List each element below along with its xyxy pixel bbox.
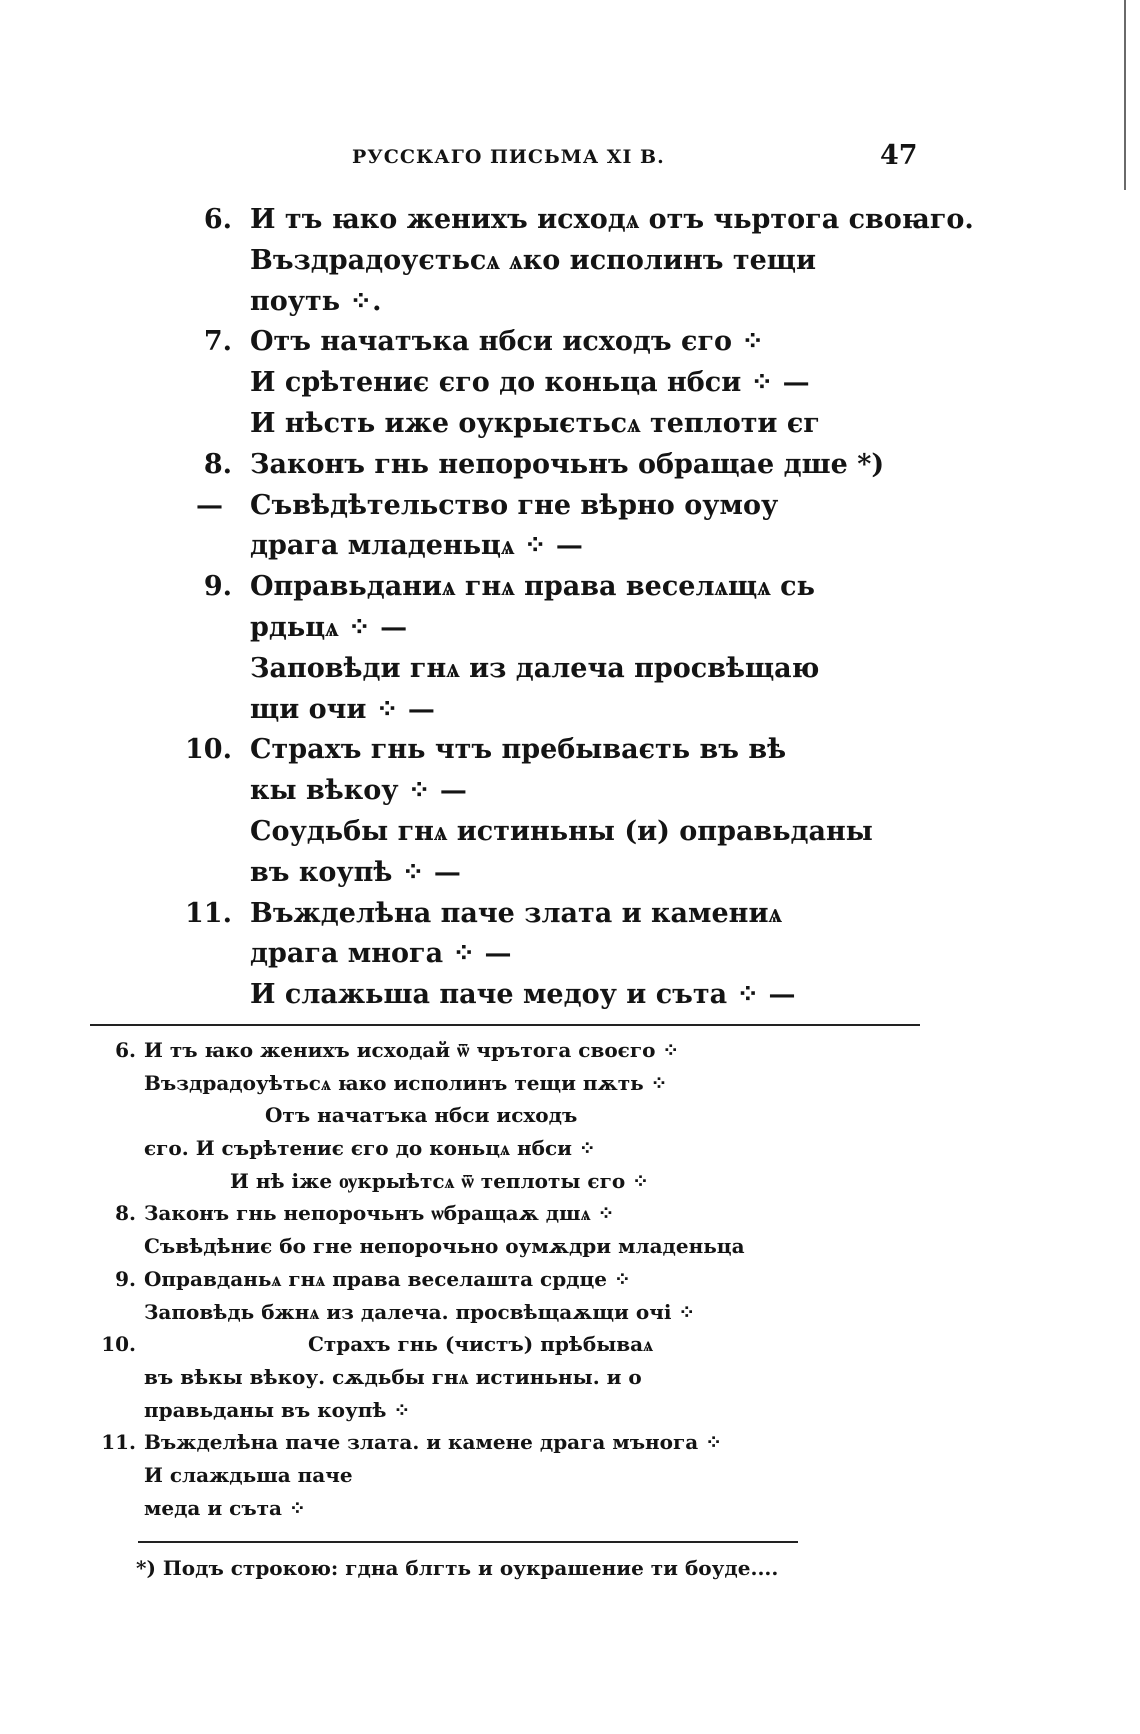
variant-line: [0, 1263, 1140, 1296]
verse-text: драга многа ⁘ —: [250, 938, 512, 970]
verse-text: рдьцѧ ⁘ —: [250, 611, 408, 643]
verse-text: кы вѣкоу ⁘ —: [250, 775, 467, 807]
variant-line: [0, 1197, 1140, 1230]
variant-text: Отъ начатъка нбси исходъ: [265, 1103, 578, 1128]
verse-line: [0, 322, 1140, 363]
verse-line: [0, 486, 1140, 527]
variant-text: Въжделѣна паче злата. и камене драга мънога ⁘: [144, 1430, 722, 1455]
verse-number: 6.: [203, 204, 232, 235]
verse-text: драга младеньцѧ ⁘ —: [250, 530, 583, 562]
variant-line: [0, 1067, 1140, 1100]
running-head: РУССКАГО ПИСЬМА XI В.: [352, 146, 665, 168]
variant-line: [0, 1459, 1140, 1492]
verse-line: [0, 282, 1140, 323]
verse-line: [0, 567, 1140, 608]
variant-line: [0, 1394, 1140, 1427]
variant-number: 9.: [115, 1266, 136, 1291]
verse-line: [0, 363, 1140, 404]
variant-text: меда и съта ⁘: [144, 1495, 306, 1520]
variant-line: [0, 1132, 1140, 1165]
verse-line: [0, 241, 1140, 282]
verse-number: 8.: [203, 448, 232, 480]
variant-text: правьданы въ коупѣ ⁘: [144, 1397, 411, 1422]
variant-text: въ вѣкы вѣкоу. сѫдьбы гнѧ истиньны. и о: [144, 1364, 642, 1389]
verse-text: Заповѣди гнѧ из далеча просвѣщаю: [250, 652, 820, 684]
variant-number: 6.: [115, 1038, 136, 1062]
verse-line: [0, 404, 1140, 445]
variant-line: [0, 1492, 1140, 1525]
variant-number: 8.: [115, 1201, 136, 1226]
verse-text: И срѣтениє єго до коньца нбси ⁘ —: [250, 367, 810, 399]
main-text-block: [0, 200, 1140, 1016]
variant-line: [0, 1296, 1140, 1329]
verse-line: [0, 730, 1140, 771]
verse-line: [0, 649, 1140, 690]
verse-text: щи очи ⁘ —: [250, 693, 435, 725]
verse-text: И тъ ꙗко женихъ исходѧ отъ чьртога своꙗго.: [250, 204, 974, 235]
section-divider: [90, 1024, 920, 1026]
verse-line: [0, 812, 1140, 853]
variant-line: [0, 1230, 1140, 1263]
variant-line: [0, 1099, 1140, 1132]
verse-line: [0, 608, 1140, 649]
footnote-divider: [138, 1541, 798, 1543]
verse-text: Отъ начатъка нбси исходъ єго ⁘: [250, 326, 765, 358]
variant-line: [0, 1361, 1140, 1394]
verse-text: Съвѣдѣтельство гне вѣрно оумоу: [250, 489, 779, 521]
variant-text: Законъ гнь непорочьнъ ѡбращаѫ дшѧ ⁘: [144, 1201, 615, 1226]
variant-text: Заповѣдь бжнѧ из далеча. просвѣщаѫщи очі ⁘: [144, 1299, 696, 1324]
verse-text: поуть ⁘.: [250, 285, 382, 317]
variant-text: Съвѣдѣниє бо гне непорочьно оумѫдри младеньца: [144, 1234, 745, 1259]
variant-number: 10.: [101, 1332, 136, 1357]
verse-line: [0, 526, 1140, 567]
verse-number: 9.: [203, 571, 232, 603]
variant-text: Въздрадоуѣтьсѧ ꙗко исполинъ тещи пѫть ⁘: [144, 1070, 668, 1095]
variant-text: єго. И сърѣтениє єго до коньцѧ нбси ⁘: [144, 1136, 596, 1161]
variant-line: [0, 1165, 1140, 1198]
verse-line: [0, 445, 1140, 486]
verse-text: Страхъ гнь чтъ пребываєть въ вѣ: [250, 734, 787, 766]
page-number: 47: [880, 140, 918, 171]
verse-line: [0, 934, 1140, 975]
variant-number: 11.: [101, 1430, 136, 1455]
variant-text: И нѣ іже ѹкрыѣтсѧ ѿ теплоты єго ⁘: [230, 1168, 649, 1193]
verse-line: [0, 690, 1140, 731]
verse-line: [0, 853, 1140, 894]
variant-text: И тъ ꙗко женихъ исходай ѿ чрътога своєго ⁘: [144, 1038, 680, 1062]
variant-line: [0, 1328, 1140, 1361]
verse-text: Соудьбы гнѧ истиньны (и) оправьданы: [250, 815, 873, 847]
variant-text: И слаждьша паче: [144, 1462, 353, 1487]
verse-number: 7.: [203, 326, 232, 358]
verse-line: [0, 200, 1140, 241]
verse-text: Оправьданиѧ гнѧ права веселѧщѧ сь: [250, 571, 815, 603]
variant-text: Оправданьѧ гнѧ права веселашта срдце ⁘: [144, 1266, 631, 1291]
verse-text: Законъ гнь непорочьнъ обращае дше *): [250, 448, 885, 480]
verse-text: И нѣсть иже оукрыєтьсѧ теплоти єг: [250, 407, 820, 439]
verse-dash: —: [196, 489, 223, 521]
variant-text: Страхъ гнь (чистъ) прѣбываѧ: [308, 1332, 654, 1357]
verse-text: И слажьша паче медоу и съта ⁘ —: [250, 979, 796, 1011]
variant-text-block: [0, 1034, 1140, 1524]
verse-line: [0, 975, 1140, 1016]
verse-line: [0, 771, 1140, 812]
verse-text: въ коупѣ ⁘ —: [250, 856, 461, 888]
variant-line: [0, 1034, 1140, 1067]
verse-number: 10.: [185, 734, 232, 766]
verse-text: Въжделѣна паче злата и камениѧ: [250, 897, 782, 929]
verse-text: Въздрадоуєтьсѧ ѧко исполинъ тещи: [250, 244, 816, 276]
page-edge-line: [1124, 0, 1126, 190]
variant-line: [0, 1426, 1140, 1459]
verse-number: 11.: [185, 897, 232, 929]
footnote: *) Подъ строкою: гдна блгть и оукрашение ти боуде....: [136, 1556, 779, 1580]
verse-line: [0, 894, 1140, 935]
